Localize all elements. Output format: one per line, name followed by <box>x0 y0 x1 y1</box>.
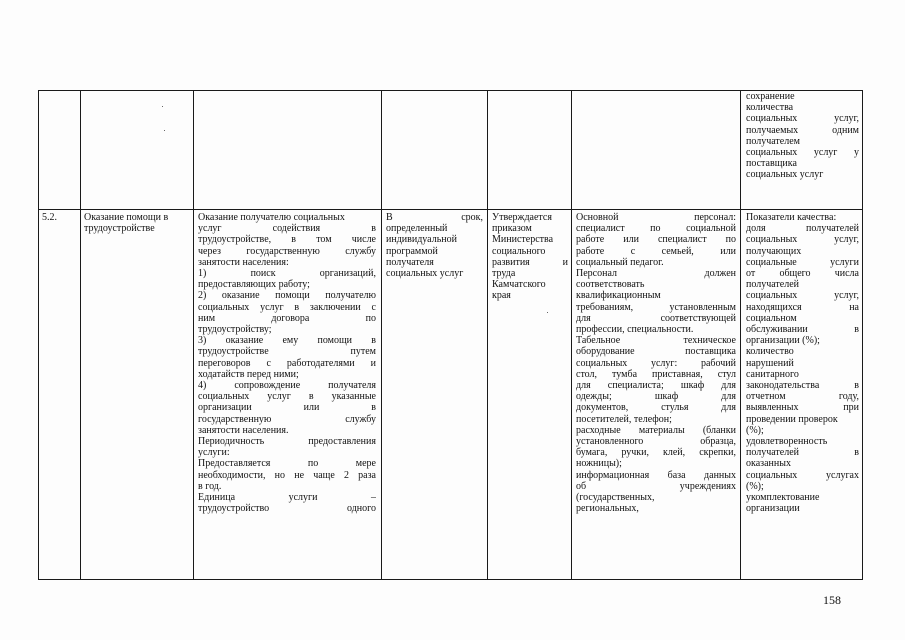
cell-text-line: получателем <box>746 135 800 147</box>
cell-text-line: получающих <box>746 245 802 257</box>
cell-service-name <box>84 212 190 234</box>
cell-text-line: 4) сопровождение получателя <box>198 380 376 392</box>
cell-text-line: Персонал должен <box>576 268 736 280</box>
cell-text-line: Оказание получателю социальных <box>198 212 345 223</box>
cell-text-line: квалификационным <box>576 290 661 302</box>
cell-text-line: оборудование поставщика <box>576 346 736 358</box>
scan-speck <box>162 106 163 107</box>
cell-text-line: находящихся на <box>746 301 859 313</box>
cell-text-line: работе с семьей, или <box>576 245 736 257</box>
cell-text-line: отчетном году, <box>746 391 859 403</box>
cell-text-line: доля получателей <box>746 223 859 235</box>
cell-text-line: одежды; шкаф для <box>576 391 736 403</box>
page-number: 158 <box>823 593 841 607</box>
cell-description <box>198 212 376 514</box>
cell-text-line: предоставляющих работу; <box>198 279 310 291</box>
cell-text-line: работе или специалист по <box>576 234 736 246</box>
cell-text-line: ходатайств перед ними; <box>198 368 299 380</box>
cell-number <box>42 212 78 223</box>
cell-text-line: Табельное техническое <box>576 335 736 347</box>
scan-speck <box>164 130 165 131</box>
column-divider <box>571 90 572 580</box>
cell-text-line: оказанных <box>746 458 791 470</box>
cell-text-line: расходные материалы (бланки <box>576 424 736 436</box>
table-border-right <box>862 90 863 580</box>
cell-top-indicators <box>746 91 859 181</box>
cell-text-line: Министерства <box>492 234 554 246</box>
cell-text-line: выявленных при <box>746 402 859 414</box>
cell-text-line: социальных услуг: рабочий <box>576 357 736 369</box>
cell-text-line: Камчатского <box>492 279 546 291</box>
cell-text-line: программой <box>386 245 438 257</box>
cell-text-line: информационная база данных <box>576 469 736 481</box>
cell-text-line: занятости населения: <box>198 256 289 268</box>
cell-text-line: 3) оказание ему помощи в <box>198 335 376 347</box>
cell-text-line: для специалиста; шкаф для <box>576 380 736 392</box>
cell-text-line: получателя <box>386 256 434 268</box>
cell-text-line: получателей <box>746 279 800 291</box>
cell-text-line: индивидуальной <box>386 234 457 246</box>
column-divider <box>80 90 81 580</box>
cell-text-line: социальных услуг в указанные <box>198 391 376 403</box>
cell-text-line: документов, стулья для <box>576 402 736 414</box>
cell-text-line: 2) оказание помощи получателю <box>198 290 376 302</box>
cell-text-line: края <box>492 290 511 302</box>
cell-text-line: об учреждениях <box>576 480 736 492</box>
cell-text-line: (%); <box>746 480 764 492</box>
cell-term <box>386 212 483 279</box>
cell-text-line: нарушений <box>746 357 794 369</box>
cell-text-line: социальном <box>746 312 797 324</box>
cell-text-line: сохранение <box>746 91 795 102</box>
cell-text-line: получаемых одним <box>746 124 859 136</box>
cell-text-line: социальный педагог. <box>576 256 664 268</box>
cell-text-line: услуги: <box>198 447 230 459</box>
cell-text-line: труда <box>492 268 516 280</box>
cell-text-line: В срок, <box>386 212 483 223</box>
cell-text-line: организации или в <box>198 402 376 414</box>
cell-text-line: от общего числа <box>746 268 859 280</box>
cell-text-line: трудоустройстве путем <box>198 346 376 358</box>
cell-text-line: законодательства в <box>746 380 859 392</box>
cell-text-line: социальных услуг у <box>746 147 859 159</box>
cell-text-line: развития и <box>492 256 568 268</box>
table-border-bottom <box>38 579 862 580</box>
cell-text-line: удовлетворенность <box>746 436 828 448</box>
cell-text-line: Оказание помощи в <box>84 212 169 223</box>
cell-text-line: соответствовать <box>576 279 645 291</box>
cell-text-line: социальных услуг <box>746 169 824 181</box>
cell-text-line: укомплектование <box>746 492 820 504</box>
cell-text-line: трудоустройство одного <box>198 503 376 515</box>
cell-text-line: социальных услуг, <box>746 234 859 246</box>
cell-text-line: социальных услуг, <box>746 290 859 302</box>
cell-text-line: бумага, ручки, клей, скрепки, <box>576 447 736 459</box>
table-border-left <box>38 90 39 580</box>
scan-speck <box>547 312 548 313</box>
cell-text-line: определенный <box>386 223 448 235</box>
cell-text-line: трудоустройстве <box>84 223 155 235</box>
cell-text-line: социальные услуги <box>746 256 859 268</box>
cell-text-line: организации <box>746 503 800 515</box>
cell-text-line: региональных, <box>576 503 639 515</box>
cell-text-line: через государственную службу <box>198 245 376 257</box>
cell-text-line: социального <box>492 245 546 257</box>
cell-text-line: специалист по социальной <box>576 223 736 235</box>
cell-text-line: Предоставляется по мере <box>198 458 376 470</box>
cell-text-line: социальных услуг, <box>746 113 859 125</box>
cell-text-line: обслуживании в <box>746 324 859 336</box>
column-divider <box>487 90 488 580</box>
cell-text-line: трудоустройству; <box>198 324 272 336</box>
cell-text-line: Показатели качества: <box>746 212 837 223</box>
row-number: 5.2. <box>42 212 57 223</box>
cell-text-line: организации (%); <box>746 335 820 347</box>
cell-text-line: количества <box>746 102 794 114</box>
cell-text-line: установленного образца, <box>576 436 736 448</box>
cell-text-line: Основной персонал: <box>576 212 736 223</box>
cell-quality-indicators <box>746 212 859 514</box>
cell-text-line: услуг содействия в <box>198 223 376 235</box>
table-border-top <box>38 90 862 91</box>
cell-text-line: ним договора по <box>198 312 376 324</box>
column-divider <box>193 90 194 580</box>
cell-text-line: 1) поиск организаций, <box>198 268 376 280</box>
cell-text-line: поставщика <box>746 158 797 170</box>
cell-text-line: требованиям, установленным <box>576 301 736 313</box>
cell-text-line: социальных услуг в заключении с <box>198 301 376 313</box>
cell-text-line: санитарного <box>746 368 799 380</box>
cell-text-line: Периодичность предоставления <box>198 436 376 448</box>
cell-text-line: Единица услуги – <box>198 492 376 504</box>
cell-approval <box>492 212 568 302</box>
cell-text-line: в год. <box>198 480 222 492</box>
cell-text-line: для соответствующей <box>576 312 736 324</box>
cell-text-line: переговоров с работодателями и <box>198 357 376 369</box>
table-row-divider <box>38 209 862 210</box>
cell-text-line: приказом <box>492 223 532 235</box>
cell-text-line: социальных услугах <box>746 469 859 481</box>
cell-text-line: трудоустройстве, в том числе <box>198 234 376 246</box>
cell-text-line: государственную службу <box>198 413 376 425</box>
cell-text-line: количество <box>746 346 794 358</box>
column-divider <box>381 90 382 580</box>
cell-text-line: получателей в <box>746 447 859 459</box>
cell-text-line: посетителей, телефон; <box>576 413 672 425</box>
cell-text-line: занятости населения. <box>198 424 289 436</box>
cell-text-line: (%); <box>746 424 764 436</box>
column-divider <box>740 90 741 580</box>
cell-text-line: проведении проверок <box>746 413 838 425</box>
cell-conditions <box>576 212 736 514</box>
cell-text-line: стол, тумба приставная, стул <box>576 368 736 380</box>
cell-text-line: (государственных, <box>576 492 655 504</box>
cell-text-line: социальных услуг <box>386 268 464 280</box>
cell-text-line: необходимости, но не чаще 2 раза <box>198 469 376 481</box>
cell-text-line: Утверждается <box>492 212 552 223</box>
cell-text-line: ножницы); <box>576 458 622 470</box>
cell-text-line: профессии, специальности. <box>576 324 694 336</box>
